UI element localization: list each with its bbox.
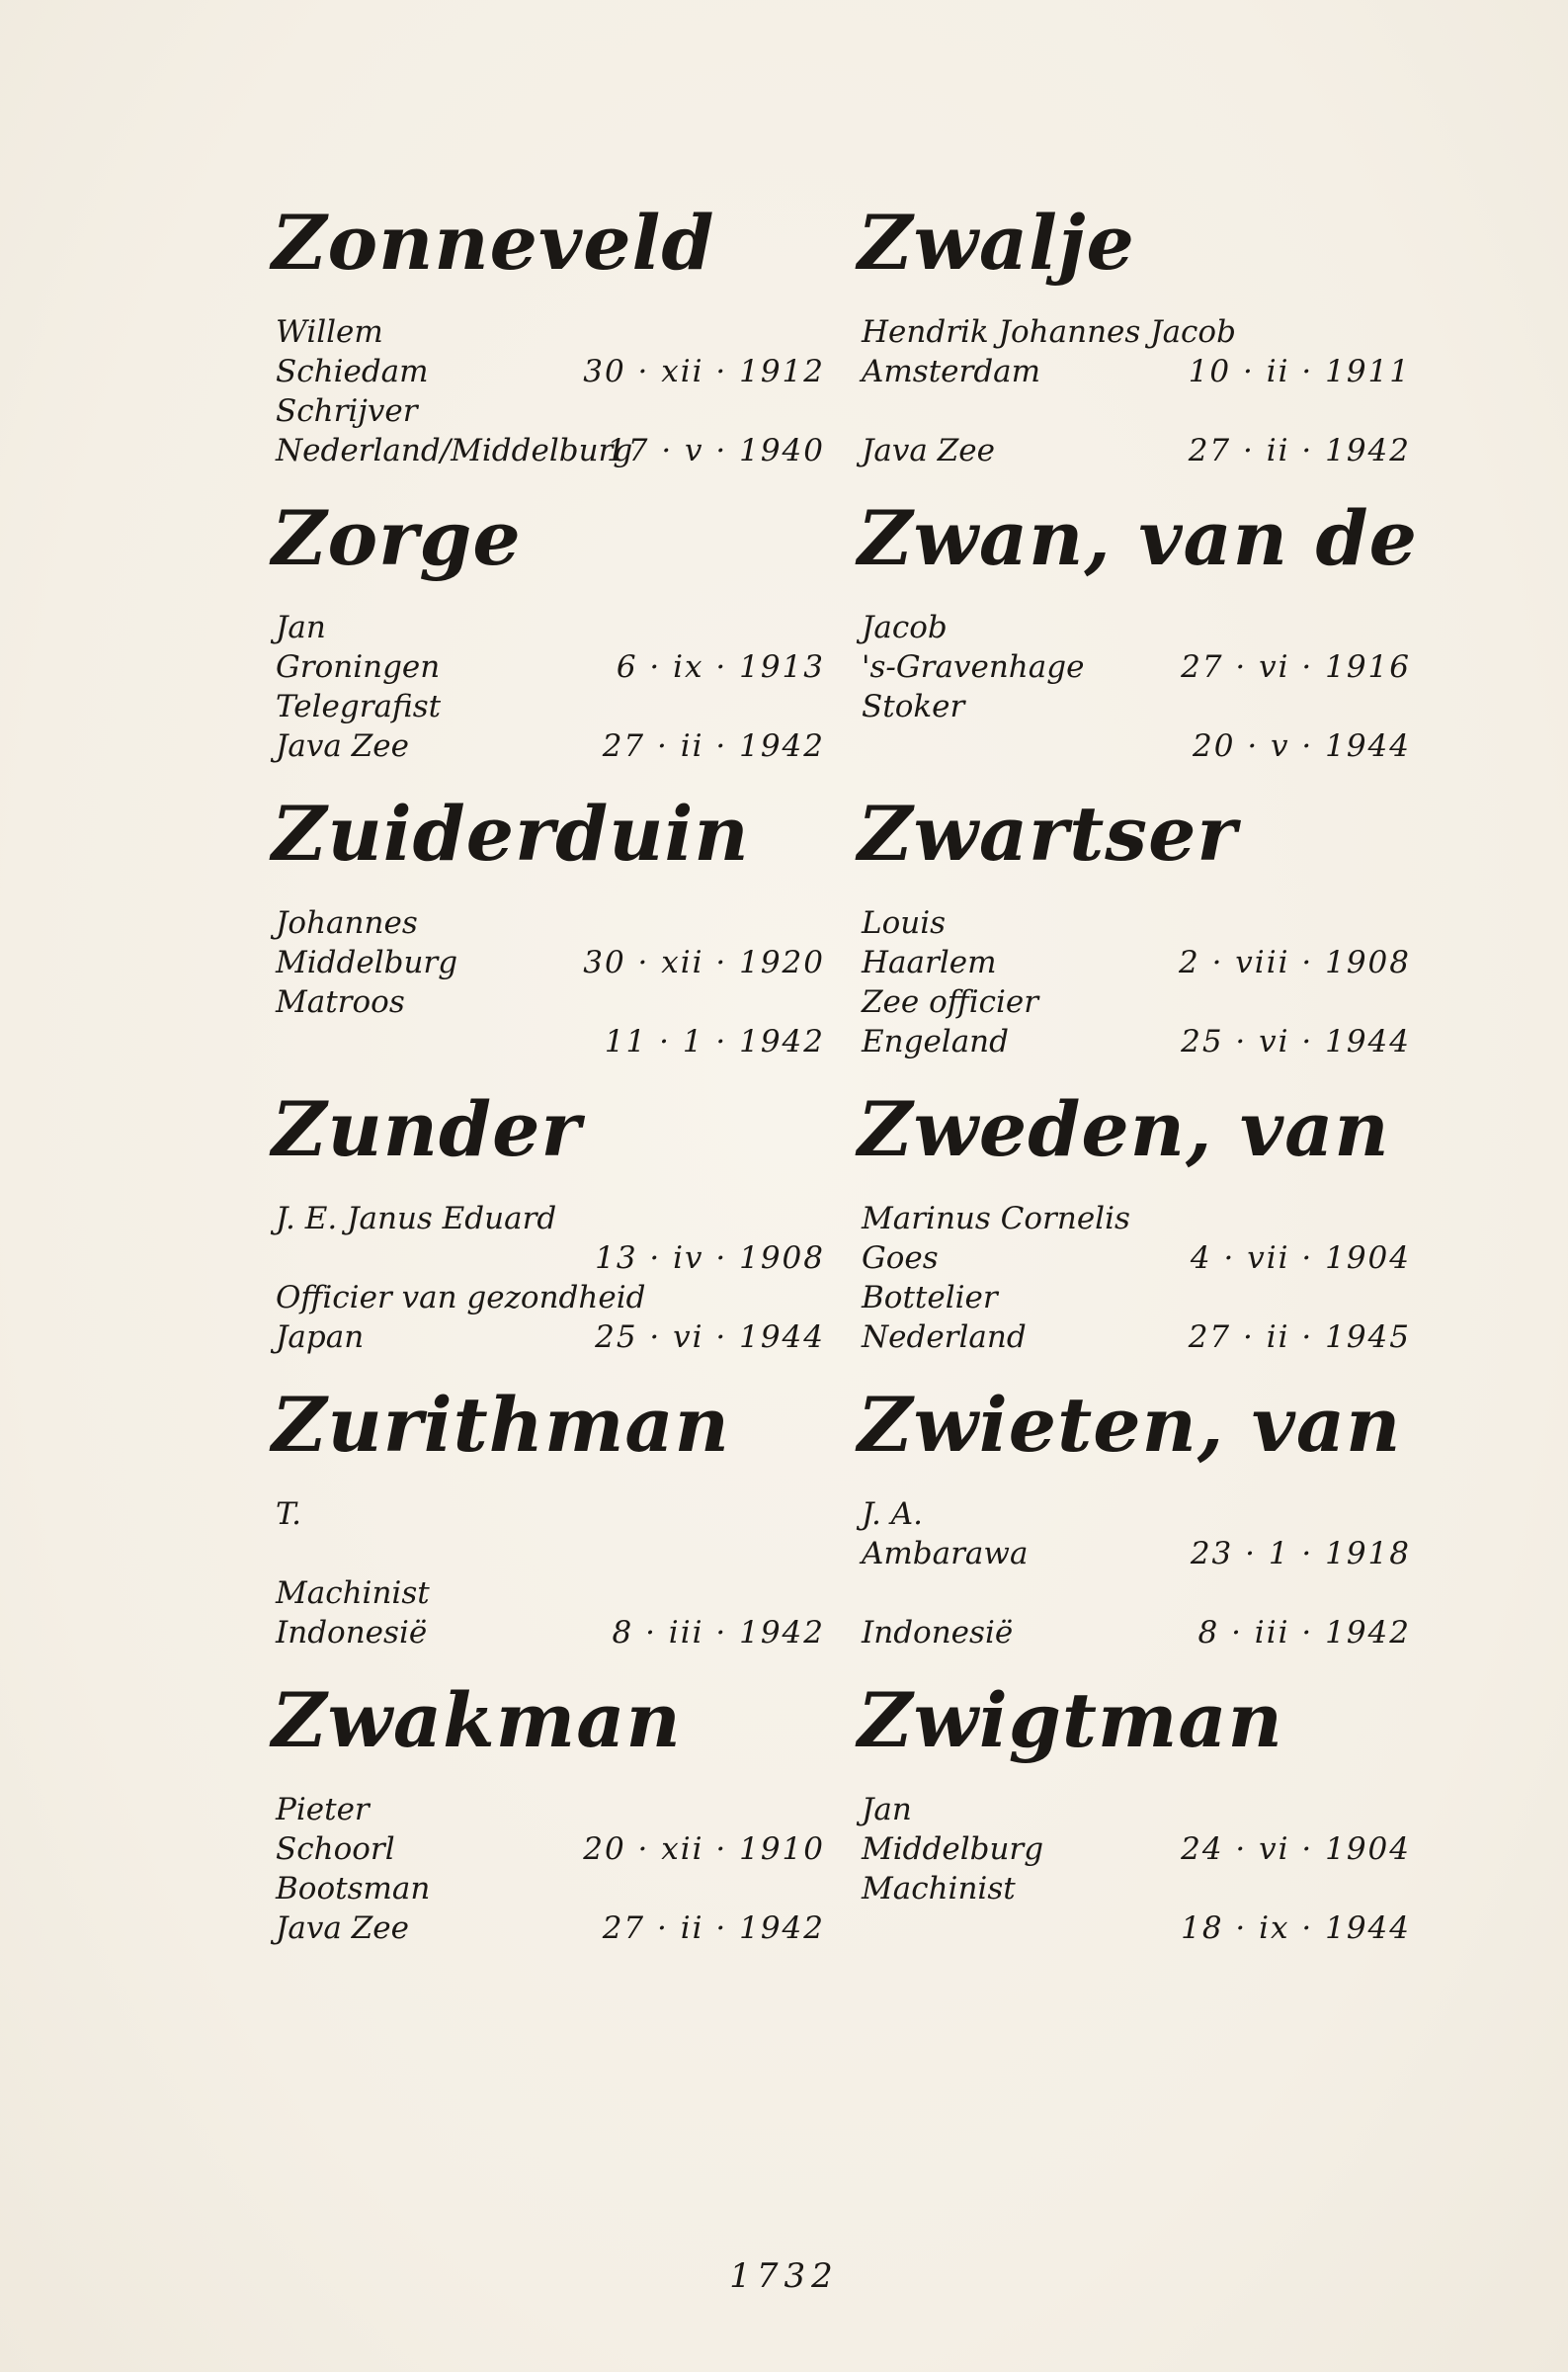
entry-details xyxy=(858,608,1411,766)
detail-row xyxy=(858,943,1411,982)
detail-row xyxy=(272,352,825,391)
entry-details xyxy=(272,1199,825,1357)
detail-row xyxy=(858,1790,1411,1829)
birthplace: 's-Gravenhage xyxy=(862,649,1085,685)
place-of-death: Java Zee xyxy=(862,433,995,468)
place-of-death: Indonesië xyxy=(276,1615,428,1651)
detail-row xyxy=(272,982,825,1022)
detail-row xyxy=(858,982,1411,1022)
death-date: 27 · ii · 1942 xyxy=(1188,433,1411,468)
place-of-death: Java Zee xyxy=(276,1910,409,1946)
birthplace: Middelburg xyxy=(862,1831,1044,1867)
death-date: 11 · 1 · 1942 xyxy=(604,1024,825,1059)
surname: Zuiderduin xyxy=(272,790,750,878)
death-date: 25 · vi · 1944 xyxy=(1181,1024,1411,1059)
detail-row xyxy=(272,1238,825,1278)
rank: Schrijver xyxy=(276,393,418,429)
entry-details xyxy=(858,1790,1411,1948)
entry-details xyxy=(272,903,825,1061)
page-number: 1732 xyxy=(729,2256,839,2296)
rank: Machinist xyxy=(862,1871,1016,1906)
detail-row xyxy=(858,352,1411,391)
birthplace: Goes xyxy=(862,1240,939,1276)
first-name: J. E. Janus Eduard xyxy=(276,1201,557,1236)
surname: Zunder xyxy=(272,1085,582,1173)
detail-row xyxy=(858,1238,1411,1278)
death-date: 8 · iii · 1942 xyxy=(1197,1615,1411,1651)
first-name: Jan xyxy=(862,1792,912,1827)
detail-row xyxy=(858,1534,1411,1573)
place-of-death: Japan xyxy=(276,1319,365,1355)
death-date: 17 · v · 1940 xyxy=(607,433,825,468)
entry-details xyxy=(272,1790,825,1948)
entry xyxy=(272,188,825,483)
birth-date: 2 · viii · 1908 xyxy=(1179,945,1411,980)
birthplace: Schoorl xyxy=(276,1831,395,1867)
entry-details xyxy=(858,1199,1411,1357)
surname: Zorge xyxy=(272,494,522,582)
entry-details xyxy=(858,1494,1411,1652)
death-date: 27 · ii · 1945 xyxy=(1188,1319,1411,1355)
death-date: 18 · ix · 1944 xyxy=(1181,1910,1411,1946)
rank: Stoker xyxy=(862,689,965,724)
birth-date: 20 · xii · 1910 xyxy=(583,1831,825,1867)
detail-row xyxy=(272,312,825,352)
entry xyxy=(272,1665,825,1961)
left-column xyxy=(272,188,825,1961)
entry xyxy=(272,779,825,1074)
detail-row xyxy=(272,903,825,943)
detail-row xyxy=(858,1613,1411,1652)
detail-row xyxy=(858,726,1411,766)
detail-row xyxy=(858,608,1411,647)
entry-details xyxy=(272,1494,825,1652)
birthplace: Haarlem xyxy=(862,945,997,980)
surname: Zweden, van xyxy=(858,1085,1390,1173)
detail-row xyxy=(272,687,825,726)
rank: Officier van gezondheid xyxy=(276,1280,646,1315)
surname: Zwan, van de xyxy=(858,494,1418,582)
detail-row xyxy=(272,1613,825,1652)
detail-row xyxy=(858,391,1411,431)
first-name: J. A. xyxy=(862,1496,923,1532)
death-date: 8 · iii · 1942 xyxy=(612,1615,825,1651)
birth-date: 4 · vii · 1904 xyxy=(1190,1240,1411,1276)
entry-details xyxy=(272,608,825,766)
rank: Machinist xyxy=(276,1575,430,1611)
entry xyxy=(858,1074,1411,1370)
first-name: T. xyxy=(276,1496,301,1532)
place-of-death: Indonesië xyxy=(862,1615,1014,1651)
detail-row xyxy=(858,1022,1411,1061)
detail-row xyxy=(858,1199,1411,1238)
birth-date: 10 · ii · 1911 xyxy=(1188,354,1411,389)
entry xyxy=(858,483,1418,779)
detail-row xyxy=(272,1494,825,1534)
rank: Telegrafist xyxy=(276,689,442,724)
detail-row xyxy=(272,1829,825,1869)
birth-date: 23 · 1 · 1918 xyxy=(1190,1536,1411,1571)
birthplace: Schiedam xyxy=(276,354,429,389)
detail-row xyxy=(858,687,1411,726)
rank: Bottelier xyxy=(862,1280,998,1315)
detail-row xyxy=(858,1573,1411,1613)
birthplace: Middelburg xyxy=(276,945,458,980)
birth-date: 27 · vi · 1916 xyxy=(1181,649,1411,685)
death-date: 25 · vi · 1944 xyxy=(595,1319,825,1355)
birthplace: Amsterdam xyxy=(862,354,1041,389)
detail-row xyxy=(272,1022,825,1061)
right-column xyxy=(858,188,1418,1961)
death-date: 20 · v · 1944 xyxy=(1193,728,1411,764)
detail-row xyxy=(272,726,825,766)
detail-row xyxy=(272,1908,825,1948)
surname: Zwigtman xyxy=(858,1676,1283,1764)
entry xyxy=(858,1370,1411,1665)
detail-row xyxy=(272,1573,825,1613)
entry xyxy=(272,1074,825,1370)
detail-row xyxy=(858,1494,1411,1534)
death-date: 27 · ii · 1942 xyxy=(602,728,825,764)
detail-row xyxy=(272,1278,825,1317)
birth-date: 6 · ix · 1913 xyxy=(616,649,825,685)
detail-row xyxy=(858,312,1411,352)
place-of-death: Nederland/Middelburg xyxy=(276,433,633,468)
surname: Zonneveld xyxy=(272,199,715,287)
detail-row xyxy=(272,391,825,431)
entry-details xyxy=(272,312,825,470)
place-of-death: Engeland xyxy=(862,1024,1009,1059)
surname: Zwieten, van xyxy=(858,1381,1402,1469)
detail-row xyxy=(858,1829,1411,1869)
entry xyxy=(272,1370,825,1665)
place-of-death: Java Zee xyxy=(276,728,409,764)
first-name: Pieter xyxy=(276,1792,370,1827)
detail-row xyxy=(858,647,1411,687)
detail-row xyxy=(272,1317,825,1357)
birth-date: 13 · iv · 1908 xyxy=(595,1240,825,1276)
detail-row xyxy=(858,1869,1411,1908)
first-name: Willem xyxy=(276,314,383,350)
detail-row xyxy=(272,431,825,470)
death-date: 27 · ii · 1942 xyxy=(602,1910,825,1946)
place-of-death: Nederland xyxy=(862,1319,1027,1355)
detail-row xyxy=(858,903,1411,943)
birthplace: Ambarawa xyxy=(862,1536,1029,1571)
entry xyxy=(272,483,825,779)
entry-details xyxy=(858,903,1411,1061)
detail-row xyxy=(858,1278,1411,1317)
entry-details xyxy=(858,312,1411,470)
first-name: Louis xyxy=(862,905,947,941)
birth-date: 30 · xii · 1920 xyxy=(583,945,825,980)
birth-date: 24 · vi · 1904 xyxy=(1181,1831,1411,1867)
entry xyxy=(858,1665,1411,1961)
detail-row xyxy=(272,1790,825,1829)
rank: Zee officier xyxy=(862,984,1039,1020)
birth-date: 30 · xii · 1912 xyxy=(583,354,825,389)
entry xyxy=(858,779,1411,1074)
detail-row xyxy=(272,608,825,647)
first-name: Johannes xyxy=(276,905,418,941)
surname: Zurithman xyxy=(272,1381,730,1469)
first-name: Jacob xyxy=(862,610,948,645)
detail-row xyxy=(272,943,825,982)
detail-row xyxy=(858,1908,1411,1948)
first-name: Hendrik Johannes Jacob xyxy=(862,314,1236,350)
detail-row xyxy=(272,647,825,687)
detail-row xyxy=(272,1199,825,1238)
first-name: Jan xyxy=(276,610,326,645)
entry xyxy=(858,188,1411,483)
rank: Matroos xyxy=(276,984,405,1020)
surname: Zwartser xyxy=(858,790,1238,878)
surname: Zwakman xyxy=(272,1676,682,1764)
detail-row xyxy=(272,1869,825,1908)
rank: Bootsman xyxy=(276,1871,431,1906)
detail-row xyxy=(858,431,1411,470)
first-name: Marinus Cornelis xyxy=(862,1201,1130,1236)
detail-row xyxy=(858,1317,1411,1357)
detail-row xyxy=(272,1534,825,1573)
birthplace: Groningen xyxy=(276,649,441,685)
surname: Zwalje xyxy=(858,199,1135,287)
